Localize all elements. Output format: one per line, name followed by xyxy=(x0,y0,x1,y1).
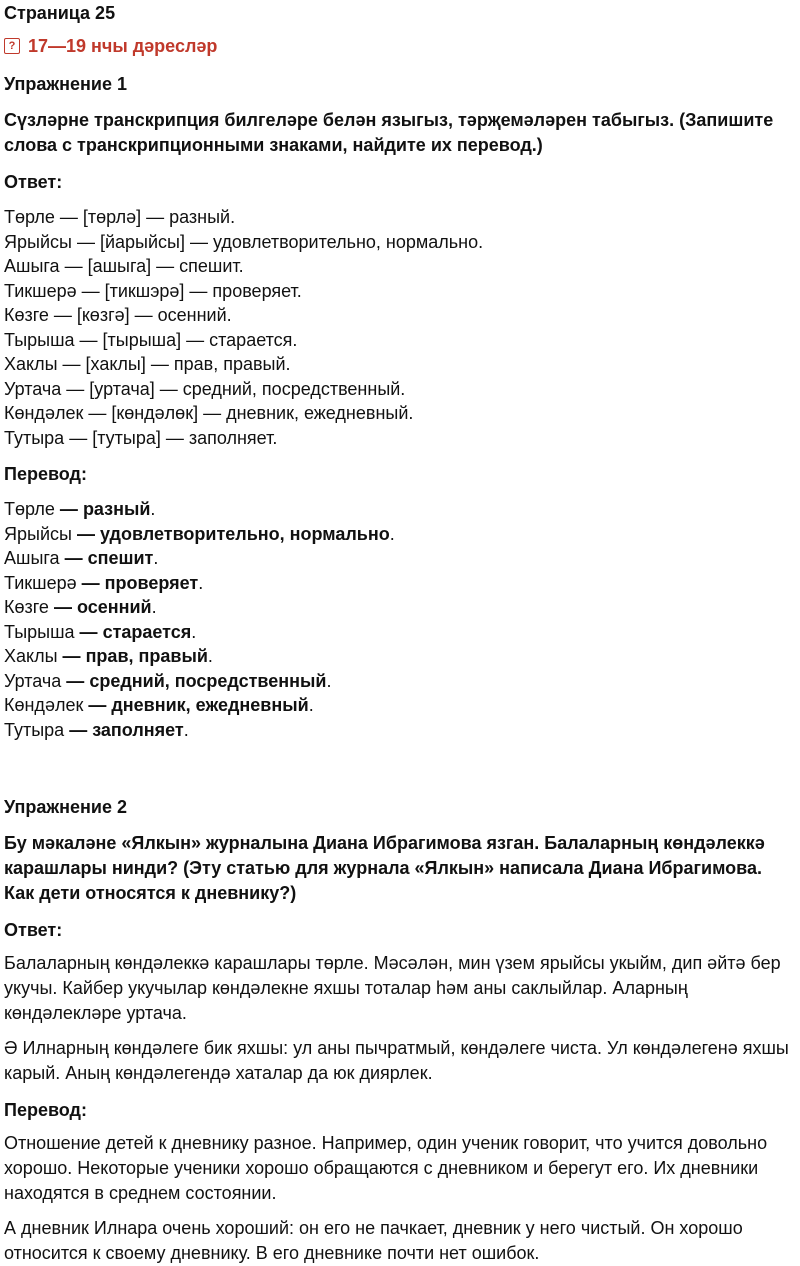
tatar-word: Ярыйсы xyxy=(4,523,72,544)
exercise-2-translation-paragraph: А дневник Илнара очень хороший: он его не пачкает, дневник у него чистый. Он хорошо относится к своему дневнику. В его дневнике почти нет ошибок. xyxy=(4,1218,743,1263)
translation-line xyxy=(4,718,794,743)
exercise-2-translation-label: Перевод: xyxy=(4,1100,87,1120)
period: . xyxy=(183,719,189,740)
answer-line: Ашыга — [ашыга] — спешит. xyxy=(4,256,244,276)
answer-line: Көзге — [көзгә] — осенний. xyxy=(4,305,232,325)
question-icon: ? xyxy=(4,38,20,54)
exercise-2-answer-label: Ответ: xyxy=(4,920,63,940)
russian-meaning: средний, посредственный xyxy=(89,670,327,691)
russian-meaning: заполняет xyxy=(92,719,184,740)
tatar-word: Ашыга xyxy=(4,548,60,568)
russian-meaning: дневник, ежедневный xyxy=(111,695,309,715)
exercise-1-task: Сүзләрне транскрипция билгеләре белән языгыз, тәрҗемәләрен табыгыз. (Запишите слова с транскрипционными знаками, найдите их перевод.) xyxy=(4,110,774,155)
exercise-2-answer-paragraph: Ә Илнарның көндәлеге бик яхшы: ул аны пычратмый, көндәлеге чиста. Ул көндәлегенә яхшы карый. Аның көндәлегендә хаталар да юк диярлек. xyxy=(4,1038,789,1083)
answer-line: Тикшерә — [тикшэрә] — проверяет. xyxy=(4,280,302,301)
answer-line: Тутыра — [тутыра] — заполняет. xyxy=(4,427,278,448)
lesson-title: 17—19 нчы дәресләр xyxy=(28,36,218,56)
russian-meaning: удовлетворительно, нормально xyxy=(99,523,390,544)
period: . xyxy=(151,597,157,617)
tatar-word: Тырыша xyxy=(4,621,75,642)
answer-line: Уртача — [уртача] — средний, посредственный. xyxy=(4,378,406,399)
page-title: Страница 25 xyxy=(4,3,116,23)
period: . xyxy=(389,523,395,544)
period: . xyxy=(191,621,197,642)
translation-line xyxy=(4,546,794,571)
answer-line: Тырыша — [тырыша] — старается. xyxy=(4,329,298,350)
answer-line: Хаклы — [хаклы] — прав, правый. xyxy=(4,354,291,374)
russian-meaning: спешит xyxy=(87,548,154,568)
tatar-word: Көндәлек xyxy=(4,695,84,715)
tatar-word: Хаклы xyxy=(4,646,58,666)
exercise-1-answer-label: Ответ: xyxy=(4,172,63,192)
period: . xyxy=(150,499,156,519)
period: . xyxy=(308,695,314,715)
dash: — xyxy=(48,597,77,617)
russian-meaning: осенний xyxy=(76,597,152,617)
russian-meaning: старается xyxy=(102,621,192,642)
period: . xyxy=(153,548,159,568)
translation-line xyxy=(4,693,794,718)
tatar-word: Уртача xyxy=(4,670,62,691)
exercise-2-translation-paragraph: Отношение детей к дневнику разное. Например, один ученик говорит, что учится довольно хорошо. Некоторые ученики хорошо обращаются с дневником и берегут его. Их дневники находятся в среднем состоянии. xyxy=(4,1133,768,1203)
translation-line xyxy=(4,669,794,694)
dash: — xyxy=(71,523,100,544)
dash: — xyxy=(83,695,112,715)
section-spacer xyxy=(4,742,794,780)
translation-line xyxy=(4,620,794,645)
translation-line xyxy=(4,522,794,547)
dash: — xyxy=(64,719,93,740)
translation-line xyxy=(4,595,794,620)
tatar-word: Тикшерә xyxy=(4,572,77,593)
page xyxy=(0,2,800,1266)
exercise-2-answer-paragraph: Балаларның көндәлеккә карашлары төрле. Мәсәлән, мин үзем ярыйсы укыйм, дип әйтә бер укучы. Кайбер укучылар көндәлекне яхшы тоталар һәм аны саклыйлар. Аларның көндәлекләре уртача. xyxy=(4,953,781,1023)
translation-line xyxy=(4,571,794,596)
russian-meaning: разный xyxy=(82,499,151,519)
dash: — xyxy=(54,499,83,519)
tatar-word: Тутыра xyxy=(4,719,65,740)
russian-meaning: проверяет xyxy=(104,572,199,593)
dash: — xyxy=(57,646,86,666)
period: . xyxy=(198,572,204,593)
exercise-2-heading: Упражнение 2 xyxy=(4,797,127,817)
translation-line xyxy=(4,497,794,522)
answer-line: Төрле — [төрлә] — разный. xyxy=(4,207,236,227)
tatar-word: Көзге xyxy=(4,597,49,617)
tatar-word: Төрле xyxy=(4,499,55,519)
exercise-1-answer-list xyxy=(4,205,794,450)
period: . xyxy=(326,670,332,691)
exercise-2-task: Бу мәкаләне «Ялкын» журналына Диана Ибрагимова язган. Балаларның көндәлеккә карашлары нинди? (Эту статью для журнала «Ялкын» написала Диана Ибрагимова. Как дети относятся к дневнику?) xyxy=(4,833,765,903)
dash: — xyxy=(74,621,103,642)
translation-line xyxy=(4,644,794,669)
exercise-1-translation-label: Перевод: xyxy=(4,464,87,484)
dash: — xyxy=(59,548,88,568)
answer-line: Ярыйсы — [йарыйсы] — удовлетворительно, нормально. xyxy=(4,231,484,252)
dash: — xyxy=(61,670,90,691)
period: . xyxy=(207,646,213,666)
dash: — xyxy=(76,572,105,593)
lesson-link[interactable] xyxy=(4,35,794,57)
answer-line: Көндәлек — [көндәлөк] — дневник, ежедневный. xyxy=(4,403,414,423)
exercise-1-heading: Упражнение 1 xyxy=(4,74,127,94)
russian-meaning: прав, правый xyxy=(85,646,208,666)
exercise-1-translation-list xyxy=(4,497,794,742)
